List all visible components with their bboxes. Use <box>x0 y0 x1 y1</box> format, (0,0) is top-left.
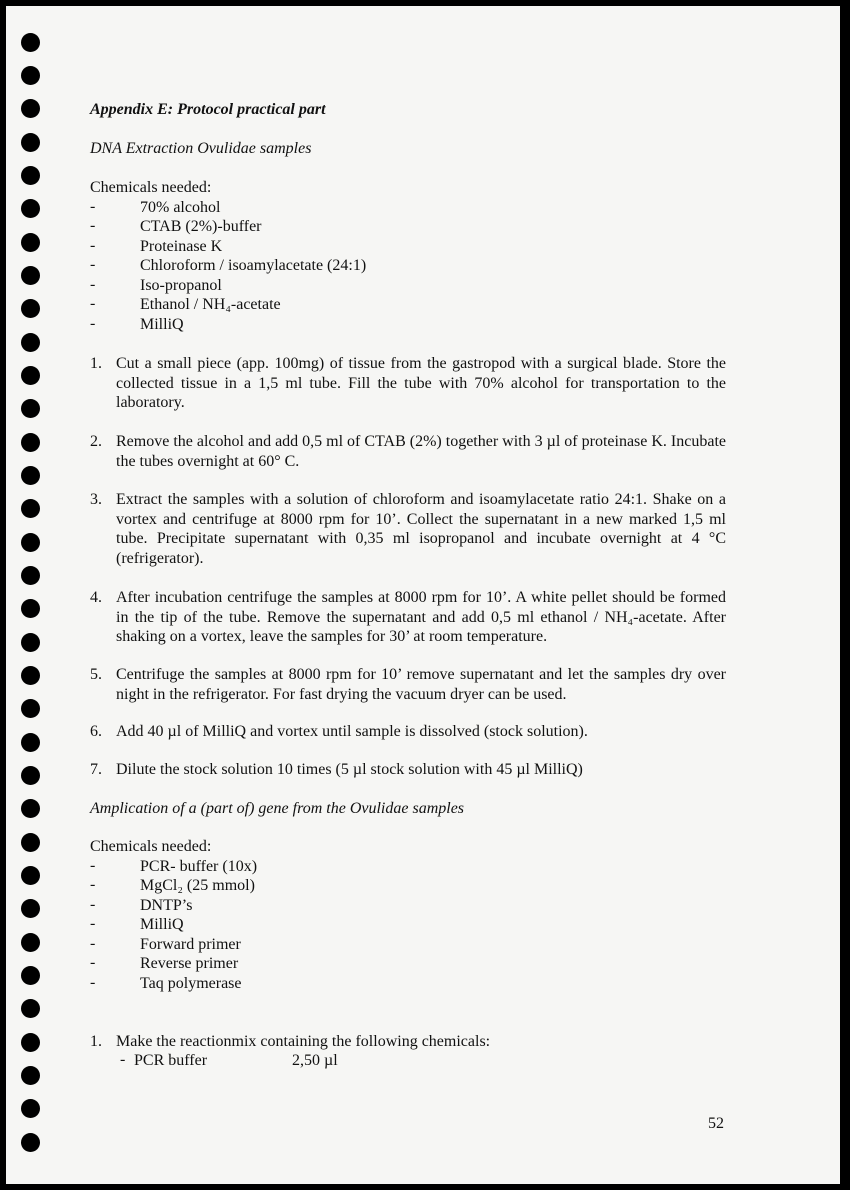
list-item: MilliQ <box>140 316 184 333</box>
step-number: 7. <box>90 761 102 778</box>
step-number: 6. <box>90 723 102 740</box>
mix-item-amount: 2,50 µl <box>292 1052 338 1069</box>
step-text: After incubation centrifuge the samples at 8000 rpm for 10’. A white pellet should be formed in the tip of the tube. Remove the supernatant and add 0,5 ml ethanol / NH₄-acetate. After shaking on a vortex, leave the samples for 30’ at room temperature. <box>116 589 726 645</box>
list-item: Forward primer <box>140 936 241 953</box>
protocol-step <box>90 760 726 780</box>
list-dash: - <box>90 954 96 971</box>
list-dash: - <box>90 915 96 932</box>
step-number: 3. <box>90 491 102 508</box>
list-item: CTAB (2%)-buffer <box>140 218 262 235</box>
chemicals-label: Chemicals needed: <box>90 838 212 855</box>
list-dash: - <box>90 256 96 273</box>
list-dash: - <box>90 315 96 332</box>
list-dash: - <box>90 198 96 215</box>
list-dash: - <box>90 295 96 312</box>
list-item: Iso-propanol <box>140 277 222 294</box>
list-dash: - <box>90 974 96 991</box>
list-item: Reverse primer <box>140 955 239 972</box>
section-heading-amplication: Amplication of a (part of) gene from the Ovulidae samples <box>90 800 465 817</box>
page-number: 52 <box>708 1115 724 1132</box>
list-item: 70% alcohol <box>140 199 221 216</box>
list-dash: - <box>120 1051 126 1068</box>
step-number: 2. <box>90 433 102 450</box>
section-heading-dna-extraction: DNA Extraction Ovulidae samples <box>90 140 312 157</box>
list-dash: - <box>90 237 96 254</box>
step-number: 1. <box>90 355 102 372</box>
list-item: PCR- buffer (10x) <box>140 858 258 875</box>
protocol-step <box>90 432 726 471</box>
protocol-step <box>90 588 726 647</box>
protocol-step <box>90 490 726 568</box>
step-text: Centrifuge the samples at 8000 rpm for 10’ remove supernatant and let the samples dry over night in the refrigerator. For fast drying the vacuum dryer can be used. <box>116 666 726 703</box>
protocol-step <box>90 665 726 704</box>
document-page <box>6 6 840 1184</box>
step-text: Cut a small piece (app. 100mg) of tissue from the gastropod with a surgical blade. Store the collected tissue in a 1,5 ml tube. Fill the tube with 70% alcohol for transportation to the laboratory. <box>116 355 726 411</box>
list-dash: - <box>90 217 96 234</box>
list-item: MgCl₂ (25 mmol) <box>140 877 255 894</box>
list-item: Taq polymerase <box>140 975 242 992</box>
list-dash: - <box>90 896 96 913</box>
protocol-step <box>90 722 726 742</box>
step-number: 4. <box>90 589 102 606</box>
step-text: Make the reactionmix containing the following chemicals: <box>116 1033 491 1050</box>
list-dash: - <box>90 876 96 893</box>
list-dash: - <box>90 857 96 874</box>
step-text: Dilute the stock solution 10 times (5 µl stock solution with 45 µl MilliQ) <box>116 761 583 778</box>
mix-item-name: PCR buffer <box>134 1052 208 1069</box>
list-item: MilliQ <box>140 916 184 933</box>
step-number: 1. <box>90 1033 102 1050</box>
step-number: 5. <box>90 666 102 683</box>
list-item: DNTP’s <box>140 897 193 914</box>
step-text: Remove the alcohol and add 0,5 ml of CTAB (2%) together with 3 µl of proteinase K. Incubate the tubes overnight at 60° C. <box>116 433 726 470</box>
step-text: Extract the samples with a solution of chloroform and isoamylacetate ratio 24:1. Shake on a vortex and centrifuge at 8000 rpm for 10’. Collect the supernatant in a new marked 1,5 ml tube. Precipitate supernatant with 0,35 ml isopropanol and incubate overnight at 4 °C (refrigerator). <box>116 491 726 567</box>
list-dash: - <box>90 276 96 293</box>
page-content <box>6 6 840 1184</box>
step-text: Add 40 µl of MilliQ and vortex until sample is dissolved (stock solution). <box>116 723 588 740</box>
list-dash: - <box>90 935 96 952</box>
list-item: Chloroform / isoamylacetate (24:1) <box>140 257 367 274</box>
protocol-step <box>90 354 726 413</box>
list-item: Proteinase K <box>140 238 223 255</box>
appendix-title: Appendix E: Protocol practical part <box>90 101 326 118</box>
list-item: Ethanol / NH₄-acetate <box>140 296 281 313</box>
protocol-step <box>90 1032 726 1052</box>
chemicals-label: Chemicals needed: <box>90 179 212 196</box>
